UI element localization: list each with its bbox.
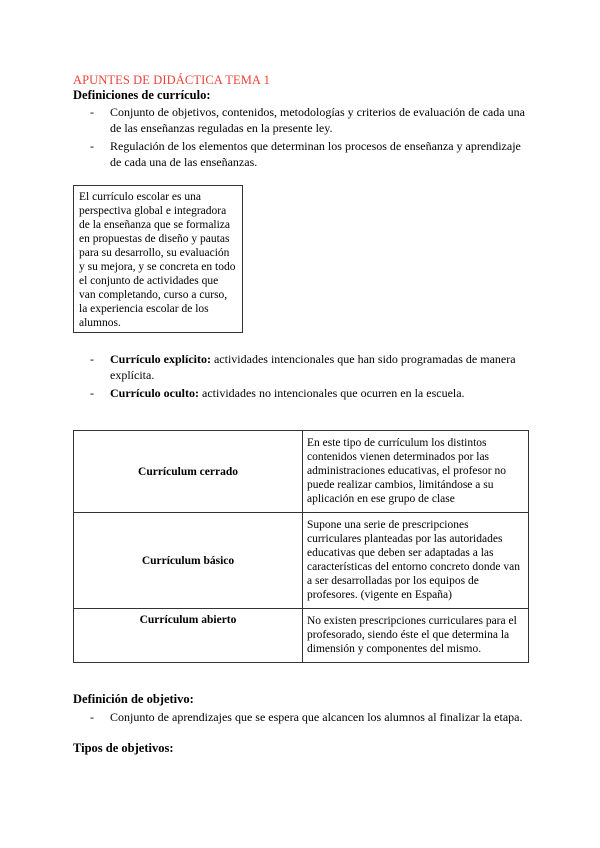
curriculum-types-list — [90, 351, 530, 403]
curriculum-types-table — [73, 430, 529, 663]
term-explicit: Currículo explícito: — [110, 352, 211, 366]
table-cell-name: Currículum básico — [74, 513, 303, 609]
list-item — [90, 138, 530, 170]
curriculum-definition-box — [73, 185, 243, 333]
bullet-dash: - — [90, 386, 94, 400]
table-cell-desc: En este tipo de currículum los distintos contenidos vienen determinados por las administraciones educativas, el profesor no puede realizar cambios, limitándose a su aplicación en ese grupo de clase — [303, 431, 529, 513]
term-hidden: Currículo oculto: — [110, 386, 199, 400]
curriculum-definitions-heading: Definiciones de currículo: — [73, 88, 211, 102]
box-text: El currículo escolar es una perspectiva global e integradora de la enseñanza que se formaliza en propuestas de diseño y pautas para su desarrollo, su evaluación y su mejora, y se concreta en todo el conjunto de actividades que van completando, curso a curso, la experiencia escolar de los alumnos. — [79, 191, 236, 329]
list-item — [90, 709, 550, 725]
list-item-text: Conjunto de aprendizajes que se espera que alcancen los alumnos al finalizar la etapa. — [110, 710, 523, 724]
bullet-dash: - — [90, 139, 94, 153]
term-hidden-text: actividades no intencionales que ocurren en la escuela. — [199, 386, 465, 400]
bullet-dash: - — [90, 105, 94, 119]
table-cell-desc: No existen prescripciones curriculares para el profesorado, siendo éste el que determina la dimensión y componentes del mismo. — [303, 609, 529, 663]
table-row — [74, 513, 529, 609]
term-explicit-text: actividades intencionales que han sido programadas de manera explícita. — [110, 352, 516, 382]
objective-definition-list — [90, 709, 550, 727]
table-cell-name: Currículum cerrado — [74, 431, 303, 513]
list-item-text: Conjunto de objetivos, contenidos, metodologías y criterios de evaluación de cada una de las enseñanzas reguladas en la presente ley. — [110, 105, 525, 135]
bullet-dash: - — [90, 710, 94, 724]
table-cell-name: Currículum abierto — [74, 609, 303, 663]
list-item — [90, 351, 530, 383]
bullet-dash: - — [90, 352, 94, 366]
list-item-text: Regulación de los elementos que determinan los procesos de enseñanza y aprendizaje de cada una de las enseñanzas. — [110, 139, 521, 169]
list-item — [90, 385, 530, 401]
objective-definition-heading: Definición de objetivo: — [73, 692, 194, 706]
table-row — [74, 431, 529, 513]
table-cell-desc: Supone una serie de prescripciones curriculares planteadas por las autoridades educativas que deben ser adaptadas a las características del entorno concreto donde van a ser desarrolladas por los equipos de profesores. (vigente en España) — [303, 513, 529, 609]
list-item — [90, 104, 530, 136]
objective-types-heading: Tipos de objetivos: — [73, 741, 174, 755]
curriculum-definitions-list — [90, 104, 530, 172]
table-row — [74, 609, 529, 663]
document-title: APUNTES DE DIDÁCTICA TEMA 1 — [73, 73, 270, 87]
